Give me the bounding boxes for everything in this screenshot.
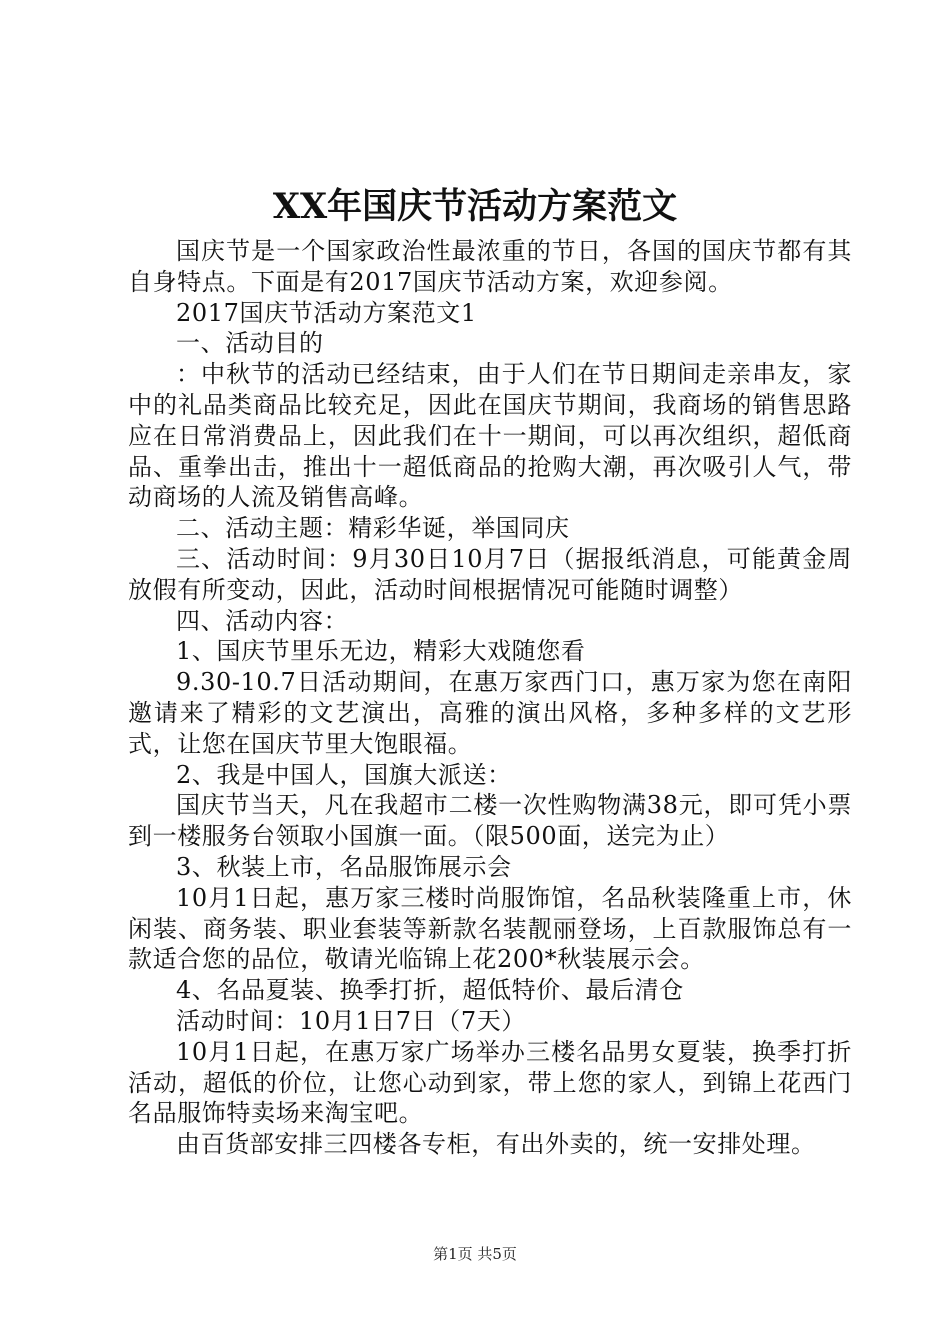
paragraph: 一、活动目的 — [176, 329, 324, 358]
paragraph: 二、活动主题：精彩华诞，举国同庆 — [176, 514, 570, 543]
paragraph: 三、活动时间：9月30日10月7日（据报纸消息，可能黄金周放假有所变动，因此，活动时间根据情况可能随时调整） — [128, 544, 852, 604]
paragraph: ：中秋节的活动已经结束，由于人们在节日期间走亲串友，家中的礼品类商品比较充足，因此在国庆节期间，我商场的销售思路应在日常消费品上，因此我们在十一期间，可以再次组织，超低商品、重拳出击，推出十一超低商品的抢购大潮，再次吸引人气，带动商场的人流及销售高峰。 — [128, 360, 852, 512]
paragraph: 活动时间：10月1日7日（7天） — [176, 1006, 526, 1035]
paragraph: 1、国庆节里乐无边，精彩大戏随您看 — [176, 637, 586, 666]
paragraph: 10月1日起，惠万家三楼时尚服饰馆，名品秋装隆重上市，休闲装、商务装、职业套装等新款名装靓丽登场，上百款服饰总有一款适合您的品位，敬请光临锦上花200*秋装展示会。 — [128, 883, 852, 974]
paragraph: 10月1日起，在惠万家广场举办三楼名品男女夏装，换季打折活动，超低的价位，让您心动到家，带上您的家人，到锦上花西门名品服饰特卖场来淘宝吧。 — [128, 1037, 852, 1128]
paragraph: 3、秋装上市，名品服饰展示会 — [176, 852, 512, 881]
paragraph: 国庆节是一个国家政治性最浓重的节日，各国的国庆节都有其自身特点。下面是有2017国庆节活动方案，欢迎参阅。 — [128, 237, 852, 296]
paragraph: 国庆节当天，凡在我超市二楼一次性购物满38元，即可凭小票到一楼服务台领取小国旗一面。（限500面，送完为止） — [128, 791, 852, 851]
document-body — [128, 236, 852, 1160]
page-footer: 第1页 共5页 — [433, 1245, 517, 1263]
document-title: XX年国庆节活动方案范文 — [272, 186, 678, 227]
paragraph: 由百货部安排三四楼各专柜，有出外卖的，统一安排处理。 — [176, 1130, 816, 1159]
paragraph: 2、我是中国人，国旗大派送： — [176, 760, 512, 789]
paragraph: 9.30-10.7日活动期间，在惠万家西门口，惠万家为您在南阳邀请来了精彩的文艺演出，高雅的演出风格，多种多样的文艺形式，让您在国庆节里大饱眼福。 — [128, 668, 852, 758]
paragraph: 四、活动内容： — [176, 606, 349, 635]
paragraph: 4、名品夏装、换季打折，超低特价、最后清仓 — [176, 976, 684, 1005]
paragraph: 2017国庆节活动方案范文1 — [176, 298, 477, 327]
